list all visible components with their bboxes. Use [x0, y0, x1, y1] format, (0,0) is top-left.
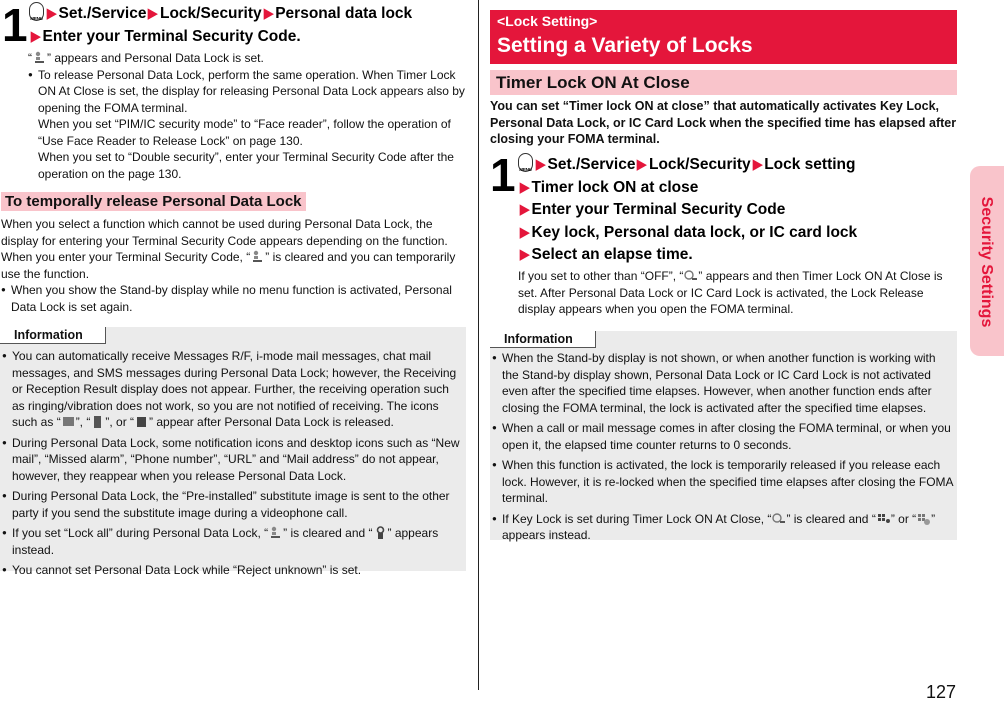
personal-lock-icon	[269, 526, 282, 540]
message-icon	[62, 415, 75, 429]
list-item: ● During Personal Data Lock, the “Pre-installed” substitute image is sent to the other party if you send the substitute image during a videophone call.	[2, 488, 462, 521]
step-number: 1	[490, 149, 516, 201]
key-lock-icon	[917, 512, 930, 526]
arrow-icon: ▶	[519, 178, 530, 196]
list-item: ● During Personal Data Lock, some notification icons and desktop icons such as “New mail”, “Missed alarm”, “Phone number”, “URL” and “Mail address” do not appear, however, they reappear when you release Personal Data Lock.	[2, 435, 462, 485]
personal-lock-icon	[251, 250, 264, 264]
information-list	[492, 350, 954, 548]
step-instruction: MENU ▶ Set./Service ▶ Lock/Security ▶ Personal data lock ▶ Enter your Terminal Security Code.	[29, 2, 469, 48]
arrow-icon: ▶	[148, 5, 159, 22]
header-small: <Lock Setting>	[497, 13, 598, 29]
information-label: Information	[0, 327, 106, 344]
menu-key-icon	[518, 153, 533, 172]
timer-lock-icon	[772, 512, 785, 526]
arrow-icon: ▶	[263, 5, 274, 22]
step-result: “ ” appears and Personal Data Lock is set. ● To release Personal Data Lock, perform the same operation. When Timer Lock ON At Close is set, the display for releasing Personal Data Lock appears also by opening the FOMA terminal. When you set “PIM/IC security mode” to “Face reader”, follow the operation of “Use Face Reader to Release Lock” on page 130. When you set to “Double security”, enter your Terminal Security Code after the operation on the page 130.	[28, 50, 468, 182]
arrow-icon: ▶	[30, 27, 41, 45]
page-number: 127	[925, 682, 956, 702]
column-divider	[478, 0, 479, 690]
page-title: Setting a Variety of Locks	[497, 34, 753, 57]
menu-key-icon	[29, 2, 44, 21]
list-item: ● When this function is activated, the lock is temporarily released if you release each lock. However, it is re-locked when the specified time elapses after closing the FOMA terminal.	[492, 457, 954, 507]
list-item: ● You cannot set Personal Data Lock while “Reject unknown” is set.	[2, 562, 462, 579]
sidebar	[967, 0, 1004, 704]
arrow-icon: ▶	[535, 156, 546, 173]
information-label: Information	[490, 331, 596, 348]
intro-text: You can set “Timer lock ON at close” that automatically activates Key Lock, Personal Data Lock, or IC Card Lock when the specified time has elapsed after closing your FOMA terminal.	[490, 99, 957, 146]
arrow-icon: ▶	[519, 201, 530, 218]
sms-icon	[135, 415, 148, 429]
timer-lock-icon	[684, 269, 697, 283]
list-item: ● When the Stand-by display is not shown, or when another function is working with the Stand-by display shown, Personal Data Lock or IC Card Lock is not activated even after the specified time elapses. However, when another function ends after closing the FOMA terminal, the lock is activated after the specified time elapses.	[492, 350, 954, 416]
information-list	[2, 348, 462, 583]
arrow-icon: ▶	[46, 5, 57, 22]
key-lock-icon	[877, 512, 890, 526]
subhead: To temporally release Personal Data Lock	[1, 192, 306, 211]
arrow-icon: ▶	[519, 246, 530, 263]
personal-lock-icon	[33, 51, 46, 65]
chat-icon	[91, 415, 104, 429]
section-title: Timer Lock ON At Close	[490, 70, 957, 95]
arrow-icon: ▶	[637, 156, 648, 173]
list-item: ● If you set “Lock all” during Personal Data Lock, “ ” is cleared and “ ” appears instead.	[2, 525, 462, 558]
section-header	[490, 10, 957, 64]
step-instruction: MENU ▶ Set./Service ▶ Lock/Security ▶ Lock setting ▶ Timer lock ON at close ▶ Enter your Terminal Security Code ▶ Key lock, Personal data lock, or IC card lock ▶ Select an elapse time.	[518, 153, 958, 267]
list-item: ● When a call or mail message comes in after closing the FOMA terminal, or when you open it, the elapsed time counter returns to 0 seconds.	[492, 420, 954, 453]
list-item: ● You can automatically receive Messages R/F, i-mode mail messages, chat mail messages, and SMS messages during Personal Data Lock; however, the Receiving or Reception Result display does not appear. Further, the receiving operation such as ringing/vibration does not work, so you are not notified of receiving. The icons such as “ ”, “ ”, or “ ” appear after Personal Data Lock is released.	[2, 348, 462, 431]
arrow-icon: ▶	[752, 156, 763, 173]
list-item: ● If Key Lock is set during Timer Lock ON At Close, “ ” is cleared and “ ” or “ ” appears instead.	[492, 511, 954, 544]
step-note: If you set to other than “OFF”, “ ” appears and then Timer Lock ON At Close is set. After Personal Data Lock or IC Card Lock is activated, the Lock Release display appears when you open the FOMA terminal.	[518, 269, 943, 316]
arrow-icon: ▶	[519, 223, 530, 241]
key-lock-icon	[374, 526, 387, 540]
sidebar-label: Security Settings	[978, 196, 995, 328]
step-number: 1	[2, 0, 28, 51]
body-text: When you select a function which cannot be used during Personal Data Lock, the display for entering your Terminal Security Code appears depending on the function. When you enter your Terminal Security Code, “ ” is cleared and you can temporarily use the function. ● When you show the Stand-by display while no menu function is activated, Personal Data Lock is set again.	[1, 216, 459, 315]
